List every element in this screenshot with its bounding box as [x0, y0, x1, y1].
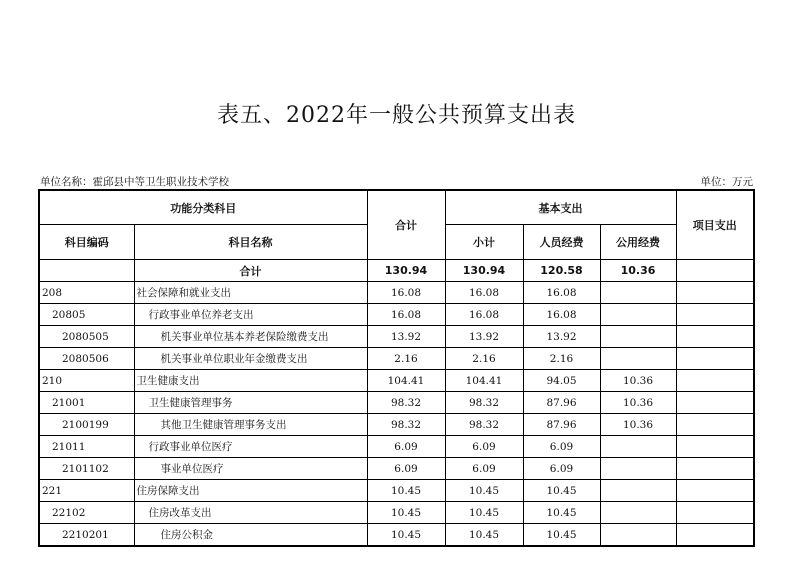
row-personnel: 87.96	[523, 392, 600, 414]
row-personnel: 2.16	[523, 348, 600, 370]
table-row	[39, 304, 754, 326]
table-row	[39, 458, 754, 480]
row-subtotal: 10.45	[445, 502, 523, 524]
row-name: 住房改革支出	[134, 502, 367, 524]
total-code-cell	[39, 260, 134, 282]
row-subtotal: 6.09	[445, 458, 523, 480]
header-name: 科目名称	[134, 225, 367, 260]
row-name: 社会保障和就业支出	[134, 282, 367, 304]
header-public: 公用经费	[600, 225, 676, 260]
table-row	[39, 524, 754, 547]
row-personnel: 16.08	[523, 282, 600, 304]
row-project	[676, 414, 754, 436]
row-name: 机关事业单位基本养老保险缴费支出	[134, 326, 367, 348]
row-code: 21011	[39, 436, 134, 458]
row-subtotal: 6.09	[445, 436, 523, 458]
row-public: 10.36	[600, 370, 676, 392]
row-total: 16.08	[367, 304, 445, 326]
row-name: 住房保障支出	[134, 480, 367, 502]
row-code: 2100199	[39, 414, 134, 436]
row-personnel: 94.05	[523, 370, 600, 392]
row-total: 6.09	[367, 436, 445, 458]
row-project	[676, 392, 754, 414]
row-public: 10.36	[600, 392, 676, 414]
row-public	[600, 436, 676, 458]
total-total: 130.94	[367, 260, 445, 282]
row-code: 21001	[39, 392, 134, 414]
row-personnel: 10.45	[523, 502, 600, 524]
table-row	[39, 348, 754, 370]
row-personnel: 6.09	[523, 436, 600, 458]
row-code: 221	[39, 480, 134, 502]
row-project	[676, 304, 754, 326]
row-project	[676, 524, 754, 547]
row-project	[676, 480, 754, 502]
row-public	[600, 348, 676, 370]
row-total: 16.08	[367, 282, 445, 304]
row-public	[600, 524, 676, 547]
table-row	[39, 326, 754, 348]
row-subtotal: 104.41	[445, 370, 523, 392]
row-public	[600, 304, 676, 326]
row-total: 6.09	[367, 458, 445, 480]
row-public	[600, 480, 676, 502]
row-public: 10.36	[600, 414, 676, 436]
total-project	[676, 260, 754, 282]
organization-label: 单位名称：霍邱县中等卫生职业技术学校	[40, 176, 229, 188]
total-subtotal: 130.94	[445, 260, 523, 282]
table-row	[39, 436, 754, 458]
header-total: 合计	[367, 190, 445, 260]
row-total: 10.45	[367, 502, 445, 524]
row-name: 行政事业单位医疗	[134, 436, 367, 458]
budget-table	[38, 189, 755, 547]
row-subtotal: 2.16	[445, 348, 523, 370]
row-code: 2210201	[39, 524, 134, 547]
row-name: 机关事业单位职业年金缴费支出	[134, 348, 367, 370]
row-subtotal: 13.92	[445, 326, 523, 348]
row-public	[600, 282, 676, 304]
total-public: 10.36	[600, 260, 676, 282]
header-subtotal: 小计	[445, 225, 523, 260]
row-total: 98.32	[367, 414, 445, 436]
header-project-expense: 项目支出	[676, 190, 754, 260]
row-project	[676, 370, 754, 392]
table-row	[39, 502, 754, 524]
table-row	[39, 282, 754, 304]
row-code: 210	[39, 370, 134, 392]
row-project	[676, 326, 754, 348]
row-subtotal: 10.45	[445, 480, 523, 502]
table-row	[39, 480, 754, 502]
row-public	[600, 458, 676, 480]
row-name: 卫生健康管理事务	[134, 392, 367, 414]
row-subtotal: 16.08	[445, 304, 523, 326]
table-row	[39, 392, 754, 414]
unit-label: 单位：万元	[700, 176, 753, 188]
row-project	[676, 282, 754, 304]
row-total: 10.45	[367, 524, 445, 547]
row-code: 208	[39, 282, 134, 304]
row-project	[676, 458, 754, 480]
row-code: 2080505	[39, 326, 134, 348]
row-subtotal: 10.45	[445, 524, 523, 547]
total-row	[39, 260, 754, 282]
row-code: 2080506	[39, 348, 134, 370]
row-name: 事业单位医疗	[134, 458, 367, 480]
row-personnel: 16.08	[523, 304, 600, 326]
row-public	[600, 326, 676, 348]
row-name: 行政事业单位养老支出	[134, 304, 367, 326]
row-total: 104.41	[367, 370, 445, 392]
row-personnel: 6.09	[523, 458, 600, 480]
header-personnel: 人员经费	[523, 225, 600, 260]
header-code: 科目编码	[39, 225, 134, 260]
row-project	[676, 502, 754, 524]
row-public	[600, 502, 676, 524]
row-total: 13.92	[367, 326, 445, 348]
row-personnel: 87.96	[523, 414, 600, 436]
header-function-category: 功能分类科目	[39, 190, 367, 225]
row-total: 10.45	[367, 480, 445, 502]
row-code: 20805	[39, 304, 134, 326]
row-name: 卫生健康支出	[134, 370, 367, 392]
row-project	[676, 436, 754, 458]
row-personnel: 10.45	[523, 480, 600, 502]
row-code: 2101102	[39, 458, 134, 480]
row-personnel: 10.45	[523, 524, 600, 547]
row-subtotal: 16.08	[445, 282, 523, 304]
table-row	[39, 370, 754, 392]
page-title: 表五、2022年一般公共预算支出表	[217, 103, 576, 128]
total-label: 合计	[134, 260, 367, 282]
row-total: 98.32	[367, 392, 445, 414]
table-row	[39, 414, 754, 436]
row-subtotal: 98.32	[445, 414, 523, 436]
row-project	[676, 348, 754, 370]
row-subtotal: 98.32	[445, 392, 523, 414]
row-personnel: 13.92	[523, 326, 600, 348]
row-code: 22102	[39, 502, 134, 524]
row-name: 其他卫生健康管理事务支出	[134, 414, 367, 436]
total-personnel: 120.58	[523, 260, 600, 282]
header-basic-expense: 基本支出	[445, 190, 676, 225]
row-total: 2.16	[367, 348, 445, 370]
row-name: 住房公积金	[134, 524, 367, 547]
